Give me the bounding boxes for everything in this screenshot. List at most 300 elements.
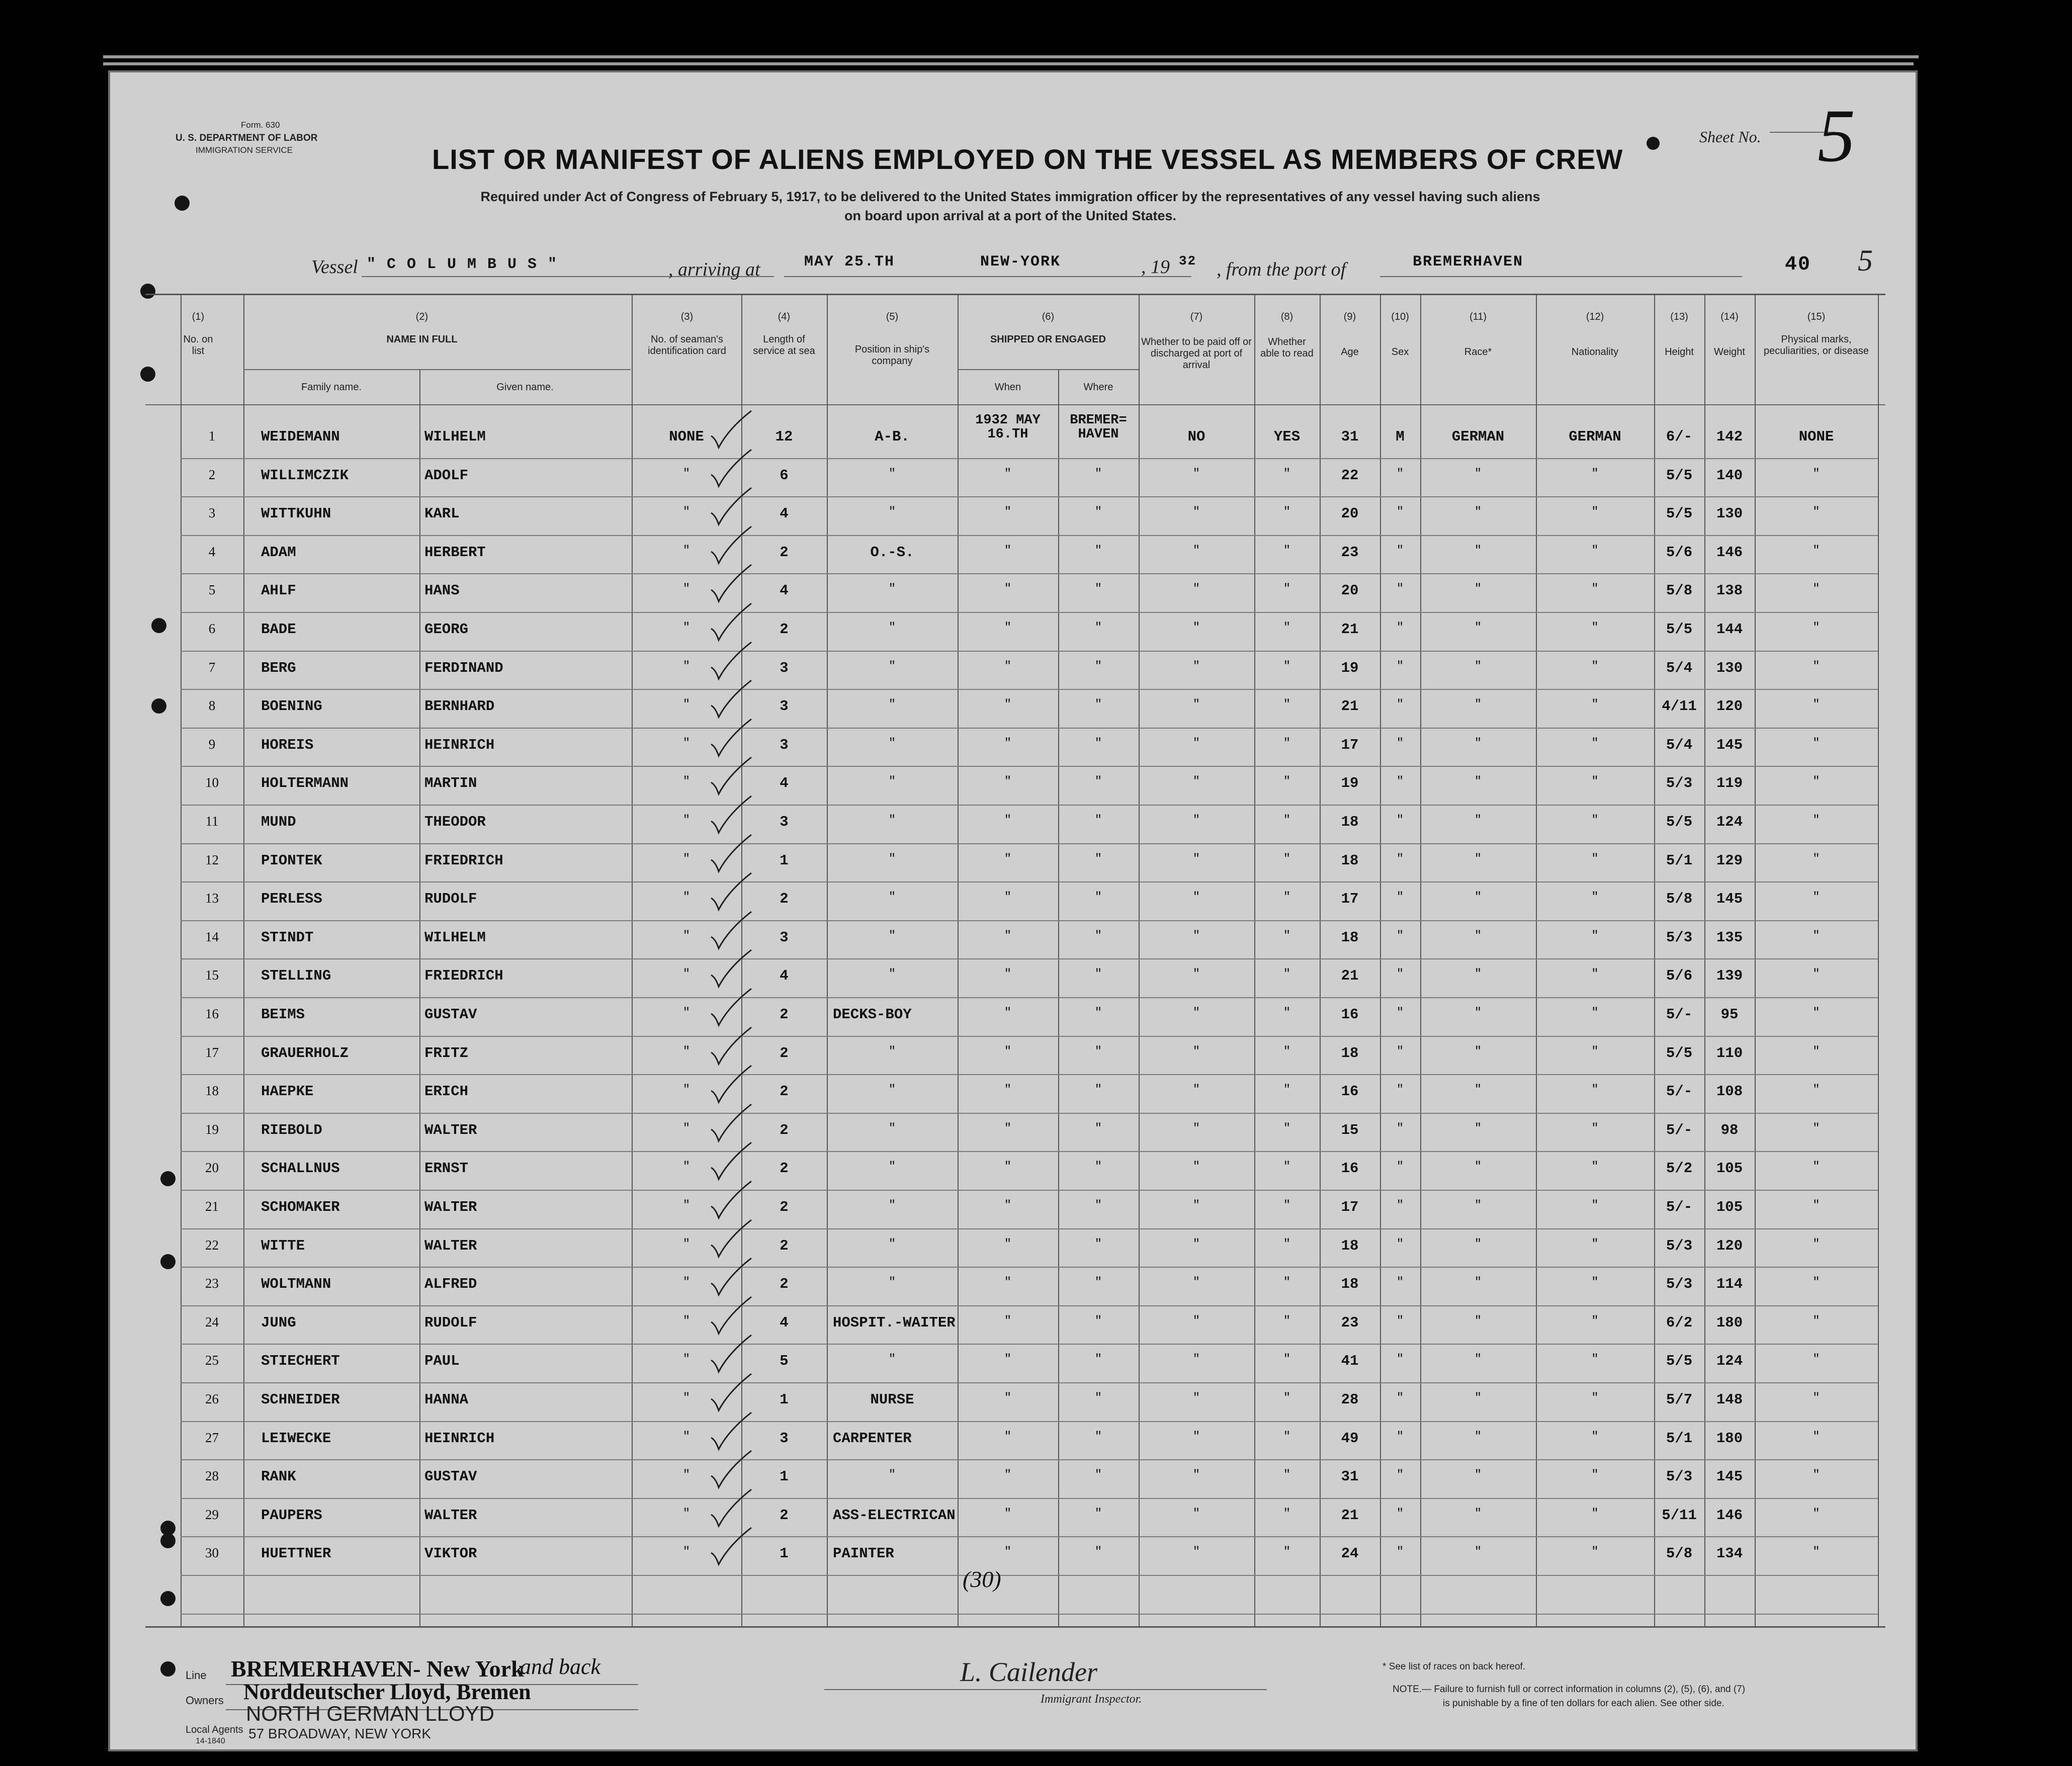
cell-race: " bbox=[1474, 775, 1482, 788]
punch-hole bbox=[151, 618, 166, 633]
cell-race: " bbox=[1474, 1276, 1482, 1289]
cell-service-length: 2 bbox=[780, 1276, 789, 1292]
cell-service-length: 2 bbox=[780, 1507, 789, 1524]
cell-shipped-where: " bbox=[1094, 1430, 1102, 1444]
cell-service-length: 1 bbox=[780, 1545, 789, 1562]
cell-physical-marks: " bbox=[1812, 1083, 1820, 1097]
cell-family-name: SCHNEIDER bbox=[261, 1391, 340, 1408]
cell-id-card: " bbox=[682, 1122, 690, 1135]
cell-given-name: FRITZ bbox=[424, 1045, 469, 1062]
cell-shipped-when: " bbox=[1004, 891, 1012, 904]
cell-service-length: 12 bbox=[775, 428, 793, 445]
cell-id-card: " bbox=[682, 852, 690, 866]
cell-shipped-where: " bbox=[1094, 698, 1102, 712]
cell-age: 17 bbox=[1341, 891, 1359, 907]
cell-able-to-read: " bbox=[1283, 1430, 1291, 1444]
column-divider bbox=[1878, 294, 1879, 1626]
row-rule bbox=[181, 651, 1878, 652]
row-rule bbox=[181, 1036, 1878, 1037]
cell-shipped-where: " bbox=[1094, 544, 1102, 558]
cell-physical-marks: " bbox=[1812, 1545, 1820, 1559]
cell-weight: 120 bbox=[1716, 1238, 1743, 1254]
cell-sex: " bbox=[1396, 544, 1404, 558]
cell-shipped-when: " bbox=[1004, 1006, 1012, 1020]
table-top-border bbox=[145, 294, 1885, 295]
cell-able-to-read: " bbox=[1283, 929, 1291, 943]
cell-race: " bbox=[1474, 621, 1482, 635]
cell-family-name: STINDT bbox=[261, 929, 314, 946]
cell-service-length: 2 bbox=[780, 1006, 789, 1023]
cell-given-name: ADOLF bbox=[424, 467, 469, 484]
inspector-signature: L. Cailender bbox=[960, 1657, 1098, 1687]
cell-sex: " bbox=[1396, 1353, 1404, 1366]
cell-shipped-when: " bbox=[1004, 1468, 1012, 1482]
cell-id-card: " bbox=[682, 775, 690, 788]
cell-given-name: THEODOR bbox=[424, 814, 486, 830]
cell-weight: 146 bbox=[1716, 544, 1743, 561]
cell-paid-off: " bbox=[1192, 1353, 1200, 1366]
row-rule bbox=[181, 535, 1878, 536]
row-rule bbox=[181, 1614, 1878, 1615]
cell-service-length: 4 bbox=[780, 582, 789, 599]
cell-weight: 134 bbox=[1716, 1545, 1743, 1562]
cell-list-number: 14 bbox=[205, 929, 219, 944]
row-rule bbox=[181, 1074, 1878, 1075]
cell-shipped-when: " bbox=[1004, 852, 1012, 866]
row-rule bbox=[181, 881, 1878, 882]
cell-able-to-read: YES bbox=[1273, 428, 1301, 445]
cell-position: " bbox=[888, 621, 896, 635]
cell-shipped-where: " bbox=[1094, 814, 1102, 827]
cell-id-card: " bbox=[682, 1045, 690, 1058]
cell-race: " bbox=[1474, 1083, 1482, 1097]
cell-shipped-when: " bbox=[1004, 1045, 1012, 1058]
cell-nationality: " bbox=[1591, 891, 1599, 904]
col-6b-header: Where bbox=[1083, 382, 1113, 393]
punch-hole bbox=[160, 1591, 176, 1606]
cell-paid-off: " bbox=[1192, 1122, 1200, 1135]
cell-position: " bbox=[888, 1122, 896, 1135]
cell-position: " bbox=[888, 1353, 896, 1366]
cell-position: CARPENTER bbox=[833, 1430, 912, 1447]
cell-shipped-where: " bbox=[1094, 1314, 1102, 1328]
cell-height: 5/3 bbox=[1666, 775, 1693, 791]
cell-family-name: LEIWECKE bbox=[261, 1430, 331, 1447]
cell-shipped-where: BREMER= HAVEN bbox=[1070, 413, 1127, 443]
cell-id-card: " bbox=[682, 660, 690, 673]
cell-weight: 146 bbox=[1716, 1507, 1743, 1524]
cell-sex: M bbox=[1396, 428, 1405, 445]
cell-shipped-when: " bbox=[1004, 1430, 1012, 1444]
cell-sex: " bbox=[1396, 1122, 1404, 1135]
col-13-header: Height bbox=[1665, 346, 1694, 358]
cell-paid-off: " bbox=[1192, 737, 1200, 750]
cell-paid-off: " bbox=[1192, 1238, 1200, 1251]
cell-list-number: 29 bbox=[205, 1507, 219, 1522]
cell-physical-marks: NONE bbox=[1798, 428, 1834, 445]
cell-service-length: 3 bbox=[780, 737, 789, 753]
cell-paid-off: " bbox=[1192, 929, 1200, 943]
cell-list-number: 7 bbox=[208, 660, 216, 675]
cell-race: " bbox=[1474, 737, 1482, 750]
cell-physical-marks: " bbox=[1812, 505, 1820, 519]
cell-shipped-when: " bbox=[1004, 775, 1012, 788]
row-rule bbox=[181, 728, 1878, 729]
cell-given-name: ERNST bbox=[424, 1160, 469, 1177]
cell-given-name: WALTER bbox=[424, 1507, 477, 1524]
cell-weight: 105 bbox=[1716, 1160, 1743, 1177]
cell-given-name: VIKTOR bbox=[424, 1545, 477, 1562]
column-divider bbox=[1420, 294, 1421, 1626]
cell-paid-off: " bbox=[1192, 1276, 1200, 1289]
cell-position: " bbox=[888, 467, 896, 481]
cell-position: " bbox=[888, 1160, 896, 1174]
cell-physical-marks: " bbox=[1812, 1468, 1820, 1482]
cell-id-card: " bbox=[682, 1160, 690, 1174]
cell-age: 18 bbox=[1341, 929, 1359, 946]
column-divider bbox=[1536, 294, 1537, 1626]
cell-service-length: 2 bbox=[780, 1083, 789, 1100]
row-rule bbox=[181, 958, 1878, 959]
col-6-number: (6) bbox=[1042, 311, 1055, 322]
cell-shipped-when: " bbox=[1004, 621, 1012, 635]
cell-weight: 130 bbox=[1716, 660, 1743, 676]
row-rule bbox=[181, 766, 1878, 767]
cell-able-to-read: " bbox=[1283, 1507, 1291, 1521]
cell-sex: " bbox=[1396, 852, 1404, 866]
cell-shipped-where: " bbox=[1094, 737, 1102, 750]
col-6a-header: When bbox=[994, 382, 1021, 393]
cell-able-to-read: " bbox=[1283, 467, 1291, 481]
cell-height: 5/4 bbox=[1666, 737, 1693, 753]
row-rule bbox=[181, 573, 1878, 574]
cell-list-number: 16 bbox=[205, 1006, 219, 1021]
cell-nationality: " bbox=[1591, 582, 1599, 596]
cell-given-name: KARL bbox=[424, 505, 460, 522]
cell-age: 15 bbox=[1341, 1122, 1359, 1138]
cell-paid-off: " bbox=[1192, 814, 1200, 827]
cell-weight: 124 bbox=[1716, 1353, 1743, 1369]
cell-nationality: " bbox=[1591, 1238, 1599, 1251]
cell-shipped-when: " bbox=[1004, 660, 1012, 673]
cell-position: " bbox=[888, 1045, 896, 1058]
cell-sex: " bbox=[1396, 1199, 1404, 1212]
cell-age: 17 bbox=[1341, 1199, 1359, 1215]
cell-weight: 180 bbox=[1716, 1314, 1743, 1331]
cell-nationality: " bbox=[1591, 1314, 1599, 1328]
cell-race: " bbox=[1474, 544, 1482, 558]
cell-shipped-when: " bbox=[1004, 1160, 1012, 1174]
cell-shipped-where: " bbox=[1094, 1353, 1102, 1366]
cell-nationality: " bbox=[1591, 1276, 1599, 1289]
cell-weight: 139 bbox=[1716, 967, 1743, 984]
arrival-year: 32 bbox=[1179, 253, 1197, 269]
cell-weight: 145 bbox=[1716, 891, 1743, 907]
col-3-number: (3) bbox=[680, 311, 694, 322]
cell-family-name: RIEBOLD bbox=[261, 1122, 322, 1138]
cell-sex: " bbox=[1396, 1391, 1404, 1405]
cell-age: 16 bbox=[1341, 1006, 1359, 1023]
cell-shipped-where: " bbox=[1094, 852, 1102, 866]
cell-race: " bbox=[1474, 1314, 1482, 1328]
cell-id-card: " bbox=[682, 1507, 690, 1521]
row-rule bbox=[181, 1113, 1878, 1114]
cell-position: DECKS-BOY bbox=[833, 1006, 912, 1023]
cell-id-card: " bbox=[682, 891, 690, 904]
column-divider bbox=[827, 294, 828, 1626]
cell-shipped-where: " bbox=[1094, 1238, 1102, 1251]
cell-age: 31 bbox=[1341, 1468, 1359, 1485]
cell-able-to-read: " bbox=[1283, 582, 1291, 596]
cell-position: " bbox=[888, 1199, 896, 1212]
from-port-label: , from the port of bbox=[1217, 259, 1346, 280]
line-value: BREMERHAVEN- New York bbox=[231, 1656, 524, 1682]
cell-age: 20 bbox=[1341, 505, 1359, 522]
cell-family-name: BOENING bbox=[261, 698, 322, 715]
cell-id-card: " bbox=[682, 698, 690, 712]
punch-hole bbox=[140, 367, 155, 382]
cell-service-length: 2 bbox=[780, 544, 789, 561]
cell-id-card: " bbox=[682, 621, 690, 635]
cell-shipped-when: " bbox=[1004, 737, 1012, 750]
cell-shipped-when: " bbox=[1004, 544, 1012, 558]
cell-height: 5/8 bbox=[1666, 1545, 1693, 1562]
cell-shipped-when: " bbox=[1004, 1545, 1012, 1559]
cell-age: 22 bbox=[1341, 467, 1359, 484]
cell-able-to-read: " bbox=[1283, 1160, 1291, 1174]
col-10-header: Sex bbox=[1391, 346, 1409, 358]
col-7-number: (7) bbox=[1190, 311, 1203, 322]
cell-paid-off: " bbox=[1192, 582, 1200, 596]
cell-given-name: WALTER bbox=[424, 1238, 477, 1254]
cell-race: " bbox=[1474, 1545, 1482, 1559]
cell-age: 41 bbox=[1341, 1353, 1359, 1369]
cell-service-length: 1 bbox=[780, 1391, 789, 1408]
cell-family-name: HAEPKE bbox=[261, 1083, 314, 1100]
races-note: * See list of races on back hereof. bbox=[1383, 1661, 1526, 1672]
owners-label: Owners bbox=[186, 1694, 224, 1707]
cell-shipped-where: " bbox=[1094, 1160, 1102, 1174]
cell-physical-marks: " bbox=[1812, 1238, 1820, 1251]
cell-weight: 142 bbox=[1716, 428, 1743, 445]
cell-race: " bbox=[1474, 660, 1482, 673]
cell-height: 5/5 bbox=[1666, 505, 1693, 522]
cell-age: 49 bbox=[1341, 1430, 1359, 1447]
cell-height: 5/5 bbox=[1666, 1045, 1693, 1062]
cell-shipped-when: " bbox=[1004, 1391, 1012, 1405]
cell-paid-off: " bbox=[1192, 775, 1200, 788]
cell-shipped-when: " bbox=[1004, 1353, 1012, 1366]
cell-weight: 130 bbox=[1716, 505, 1743, 522]
cell-able-to-read: " bbox=[1283, 1314, 1291, 1328]
cell-race: " bbox=[1474, 1353, 1482, 1366]
cell-shipped-where: " bbox=[1094, 929, 1102, 943]
cell-sex: " bbox=[1396, 891, 1404, 904]
cell-physical-marks: " bbox=[1812, 1430, 1820, 1444]
cell-list-number: 28 bbox=[205, 1468, 219, 1483]
cell-able-to-read: " bbox=[1283, 1238, 1291, 1251]
cell-age: 31 bbox=[1341, 428, 1359, 445]
cell-shipped-when: " bbox=[1004, 814, 1012, 827]
cell-weight: 138 bbox=[1716, 582, 1743, 599]
cell-family-name: BADE bbox=[261, 621, 296, 638]
cell-physical-marks: " bbox=[1812, 1276, 1820, 1289]
cell-weight: 114 bbox=[1716, 1276, 1743, 1292]
cell-nationality: " bbox=[1591, 1122, 1599, 1135]
cell-sex: " bbox=[1396, 1045, 1404, 1058]
cell-physical-marks: " bbox=[1812, 737, 1820, 750]
cell-able-to-read: " bbox=[1283, 1083, 1291, 1097]
cell-sex: " bbox=[1396, 621, 1404, 635]
col-14-number: (14) bbox=[1720, 311, 1739, 322]
cell-given-name: HEINRICH bbox=[424, 737, 495, 753]
cell-list-number: 4 bbox=[208, 544, 216, 559]
cell-service-length: 2 bbox=[780, 1045, 789, 1062]
cell-height: 5/5 bbox=[1666, 1353, 1693, 1369]
cell-position: " bbox=[888, 1238, 896, 1251]
cell-height: 5/3 bbox=[1666, 1276, 1693, 1292]
cell-family-name: PIONTEK bbox=[261, 852, 322, 869]
cell-height: 5/5 bbox=[1666, 467, 1693, 484]
cell-paid-off: " bbox=[1192, 1545, 1200, 1559]
cell-sex: " bbox=[1396, 737, 1404, 750]
punch-hole bbox=[160, 1171, 176, 1186]
row-rule bbox=[181, 920, 1878, 921]
cell-shipped-where: " bbox=[1094, 775, 1102, 788]
row-rule bbox=[181, 1575, 1878, 1576]
vessel-name: " C O L U M B U S " bbox=[367, 256, 558, 273]
cell-given-name: WILHELM bbox=[424, 428, 486, 445]
cell-physical-marks: " bbox=[1812, 1391, 1820, 1405]
col-4-header: Length of service at sea bbox=[753, 334, 815, 357]
cell-family-name: GRAUERHOLZ bbox=[261, 1045, 349, 1062]
column-divider bbox=[181, 294, 182, 1626]
cell-service-length: 3 bbox=[780, 660, 789, 676]
punch-hole bbox=[175, 196, 190, 211]
col-1-number: (1) bbox=[192, 311, 205, 322]
cell-nationality: " bbox=[1591, 967, 1599, 981]
form-number: Form. 630 bbox=[241, 120, 280, 130]
cell-physical-marks: " bbox=[1812, 1314, 1820, 1328]
line-label: Line bbox=[186, 1669, 207, 1682]
cell-weight: 98 bbox=[1720, 1122, 1739, 1138]
punch-hole bbox=[160, 1533, 176, 1548]
column-divider bbox=[958, 294, 959, 1626]
cell-nationality: " bbox=[1591, 1391, 1599, 1405]
col-1-header: No. on list bbox=[183, 334, 213, 357]
cell-nationality: " bbox=[1591, 1430, 1599, 1444]
col-11-header: Race* bbox=[1464, 346, 1492, 358]
cell-sex: " bbox=[1396, 1468, 1404, 1482]
cell-shipped-when: " bbox=[1004, 929, 1012, 943]
cell-weight: 108 bbox=[1716, 1083, 1743, 1100]
cell-given-name: ERICH bbox=[424, 1083, 469, 1100]
cell-race: " bbox=[1474, 1006, 1482, 1020]
cell-shipped-when: " bbox=[1004, 1199, 1012, 1212]
cell-family-name: WILLIMCZIK bbox=[261, 467, 349, 484]
cell-height: 6/2 bbox=[1666, 1314, 1693, 1331]
fine-note: NOTE.— Failure to furnish full or correct information in columns (2), (5), (6), and (7) bbox=[1393, 1684, 1746, 1695]
col-14-header: Weight bbox=[1714, 346, 1745, 358]
cell-id-card: " bbox=[682, 814, 690, 827]
row-rule bbox=[181, 458, 1878, 459]
cell-sex: " bbox=[1396, 505, 1404, 519]
cell-physical-marks: " bbox=[1812, 814, 1820, 827]
cell-family-name: WITTKUHN bbox=[261, 505, 331, 522]
cell-age: 28 bbox=[1341, 1391, 1359, 1408]
cell-weight: 140 bbox=[1716, 467, 1743, 484]
cell-id-card: " bbox=[682, 1238, 690, 1251]
cell-sex: " bbox=[1396, 967, 1404, 981]
cell-height: 5/4 bbox=[1666, 660, 1693, 676]
cell-list-number: 19 bbox=[205, 1122, 219, 1137]
cell-family-name: WOLTMANN bbox=[261, 1276, 331, 1292]
row-rule bbox=[181, 496, 1878, 497]
cell-physical-marks: " bbox=[1812, 1122, 1820, 1135]
cell-race: " bbox=[1474, 698, 1482, 712]
cell-service-length: 1 bbox=[780, 1468, 789, 1485]
col-10-number: (10) bbox=[1391, 311, 1409, 322]
col-2b-header: Given name. bbox=[496, 382, 554, 393]
cell-weight: 144 bbox=[1716, 621, 1743, 638]
cell-id-card: " bbox=[682, 1545, 690, 1559]
cell-physical-marks: " bbox=[1812, 582, 1820, 596]
cell-weight: 124 bbox=[1716, 814, 1743, 830]
cell-id-card: " bbox=[682, 1083, 690, 1097]
row-rule bbox=[181, 1536, 1878, 1537]
cell-sex: " bbox=[1396, 1160, 1404, 1174]
cell-position: " bbox=[888, 814, 896, 827]
cell-height: 5/1 bbox=[1666, 852, 1693, 869]
cell-id-card: " bbox=[682, 1276, 690, 1289]
cell-nationality: " bbox=[1591, 1006, 1599, 1020]
cell-race: " bbox=[1474, 1507, 1482, 1521]
cell-able-to-read: " bbox=[1283, 1045, 1291, 1058]
cell-shipped-where: " bbox=[1094, 1006, 1102, 1020]
cell-weight: 120 bbox=[1716, 698, 1743, 715]
cell-physical-marks: " bbox=[1812, 929, 1820, 943]
cell-age: 19 bbox=[1341, 660, 1359, 676]
cell-shipped-when: " bbox=[1004, 1507, 1012, 1521]
cell-position: HOSPIT.-WAITER bbox=[833, 1314, 956, 1331]
cell-able-to-read: " bbox=[1283, 1199, 1291, 1212]
cell-paid-off: " bbox=[1192, 544, 1200, 558]
cell-family-name: HOREIS bbox=[261, 737, 314, 753]
cell-paid-off: " bbox=[1192, 698, 1200, 712]
year-prefix: , 19 bbox=[1141, 256, 1170, 278]
cell-race: " bbox=[1474, 1045, 1482, 1058]
service-name: IMMIGRATION SERVICE bbox=[196, 145, 293, 155]
cell-position: " bbox=[888, 852, 896, 866]
cell-height: 5/- bbox=[1666, 1006, 1693, 1023]
cell-age: 24 bbox=[1341, 1545, 1359, 1562]
cell-given-name: WALTER bbox=[424, 1199, 477, 1215]
cell-shipped-when: " bbox=[1004, 1122, 1012, 1135]
cell-shipped-where: " bbox=[1094, 1468, 1102, 1482]
cell-service-length: 6 bbox=[780, 467, 789, 484]
cell-able-to-read: " bbox=[1283, 1468, 1291, 1482]
cell-nationality: " bbox=[1591, 852, 1599, 866]
cell-race: " bbox=[1474, 1122, 1482, 1135]
punch-hole bbox=[160, 1661, 176, 1676]
cell-paid-off: " bbox=[1192, 660, 1200, 673]
cell-paid-off: " bbox=[1192, 891, 1200, 904]
cell-sex: " bbox=[1396, 582, 1404, 596]
cell-sex: " bbox=[1396, 814, 1404, 827]
cell-service-length: 2 bbox=[780, 1122, 789, 1138]
cell-height: 5/11 bbox=[1662, 1507, 1697, 1524]
cell-service-length: 3 bbox=[780, 1430, 789, 1447]
